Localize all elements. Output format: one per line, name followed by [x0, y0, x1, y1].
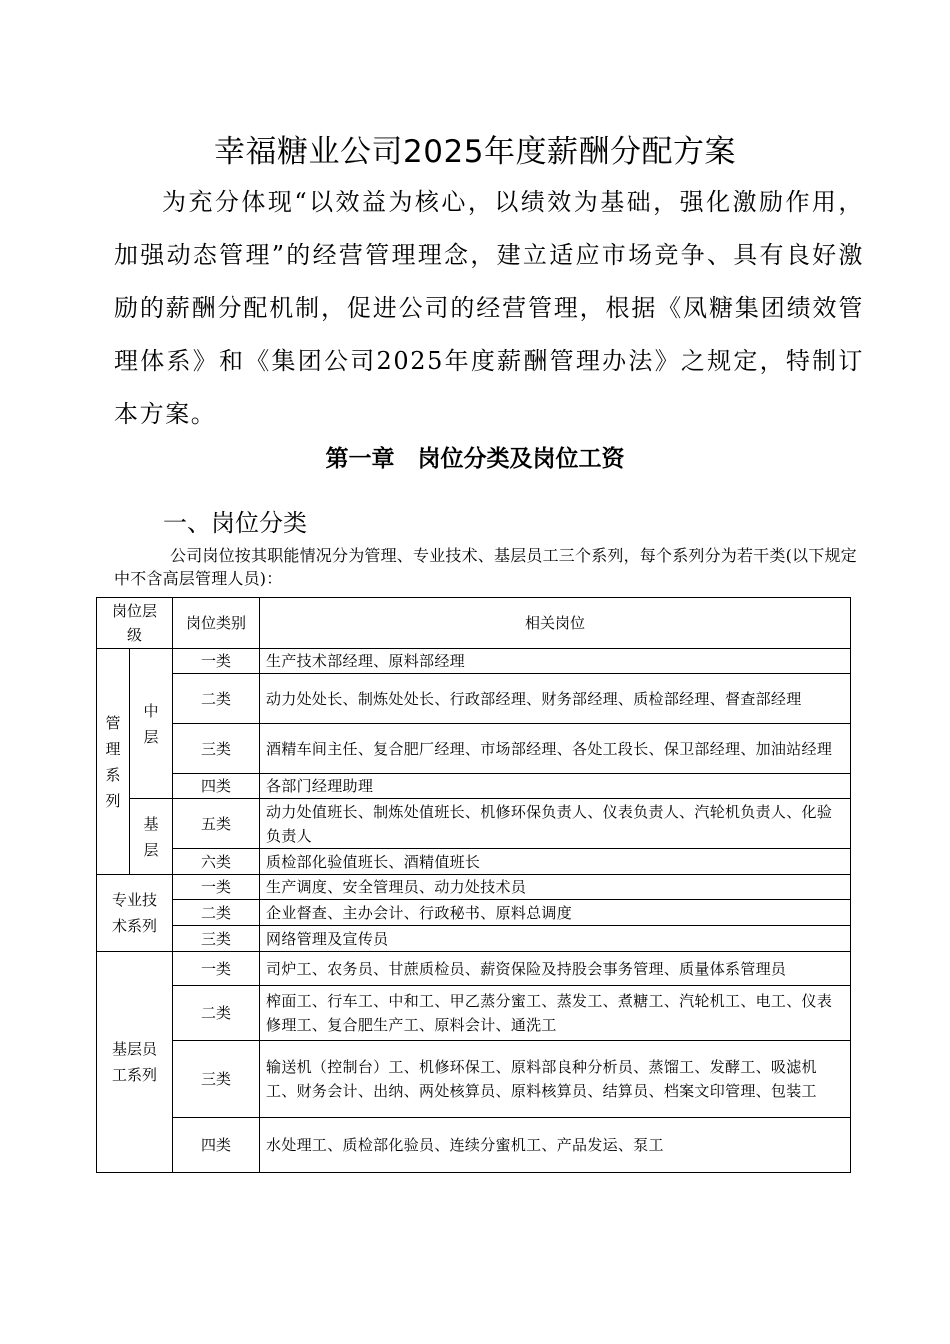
- section-description: 公司岗位按其职能情况分为管理、专业技术、基层员工三个系列，每个系列分为若干类(以下规定中不含高层管理人员)：: [114, 546, 857, 588]
- table-row: [97, 1041, 851, 1118]
- table-row: [97, 649, 851, 674]
- category-cell: 二类: [173, 674, 260, 724]
- table-row: [97, 926, 851, 952]
- positions-cell: 质检部化验值班长、酒精值班长: [260, 849, 851, 875]
- positions-cell: 生产调度、安全管理员、动力处技术员: [260, 875, 851, 900]
- positions-cell: 动力处值班长、制炼处值班长、机修环保负责人、仪表负责人、汽轮机负责人、化验负责人: [260, 799, 851, 849]
- header-category: 岗位类别: [173, 598, 260, 649]
- table-row: [97, 875, 851, 900]
- category-cell: 三类: [173, 1041, 260, 1118]
- table-row: [97, 774, 851, 799]
- category-cell: 三类: [173, 724, 260, 774]
- category-cell: 四类: [173, 1118, 260, 1173]
- header-level: 岗位层级: [97, 598, 173, 649]
- header-positions: 相关岗位: [260, 598, 851, 649]
- table-row: [97, 1118, 851, 1173]
- table-row: [97, 986, 851, 1041]
- category-cell: 一类: [173, 875, 260, 900]
- category-cell: 二类: [173, 986, 260, 1041]
- category-cell: 五类: [173, 799, 260, 849]
- positions-cell: 动力处处长、制炼处处长、行政部经理、财务部经理、质检部经理、督查部经理: [260, 674, 851, 724]
- section-heading: 一、岗位分类: [163, 509, 307, 537]
- table-row: [97, 674, 851, 724]
- table-header-row: [97, 598, 851, 649]
- table-row: [97, 799, 851, 849]
- category-cell: 一类: [173, 952, 260, 986]
- group-staff: 基层员工系列: [97, 952, 173, 1173]
- positions-cell: 酒精车间主任、复合肥厂经理、市场部经理、各处工段长、保卫部经理、加油站经理: [260, 724, 851, 774]
- group-middle-level: 中层: [130, 649, 173, 799]
- positions-cell: 输送机（控制台）工、机修环保工、原料部良种分析员、蒸馏工、发酵工、吸滤机工、财务会计、出纳、两处核算员、原料核算员、结算员、档案文印管理、包装工: [260, 1041, 851, 1118]
- category-cell: 三类: [173, 926, 260, 952]
- positions-cell: 各部门经理助理: [260, 774, 851, 799]
- intro-paragraph: 为充分体现“以效益为核心，以绩效为基础，强化激励作用，加强动态管理”的经营管理理念，建立适应市场竞争、具有良好激励的薪酬分配机制，促进公司的经营管理，根据《凤糖集团绩效管理体系》和《集团公司2025年度薪酬管理办法》之规定，特制订本方案。: [114, 188, 864, 428]
- document-title: 幸福糖业公司2025年度薪酬分配方案: [214, 134, 736, 170]
- category-cell: 六类: [173, 849, 260, 875]
- group-base-level: 基层: [130, 799, 173, 875]
- positions-cell: 企业督查、主办会计、行政秘书、原料总调度: [260, 900, 851, 926]
- category-cell: 一类: [173, 649, 260, 674]
- chapter-heading: 第一章 岗位分类及岗位工资: [325, 446, 625, 472]
- table-row: [97, 724, 851, 774]
- category-cell: 二类: [173, 900, 260, 926]
- positions-cell: 榨面工、行车工、中和工、甲乙蒸分蜜工、蒸发工、煮糖工、汽轮机工、电工、仪表修理工、复合肥生产工、原料会计、通洗工: [260, 986, 851, 1041]
- table-row: [97, 952, 851, 986]
- positions-cell: 网络管理及宣传员: [260, 926, 851, 952]
- table-row: [97, 849, 851, 875]
- positions-cell: 水处理工、质检部化验员、连续分蜜机工、产品发运、泵工: [260, 1118, 851, 1173]
- category-cell: 四类: [173, 774, 260, 799]
- group-management: 管理系列: [97, 649, 130, 875]
- positions-cell: 司炉工、农务员、甘蔗质检员、薪资保险及持股会事务管理、质量体系管理员: [260, 952, 851, 986]
- table-row: [97, 900, 851, 926]
- positions-cell: 生产技术部经理、原料部经理: [260, 649, 851, 674]
- job-classification-table: [96, 597, 851, 1173]
- group-technical: 专业技术系列: [97, 875, 173, 952]
